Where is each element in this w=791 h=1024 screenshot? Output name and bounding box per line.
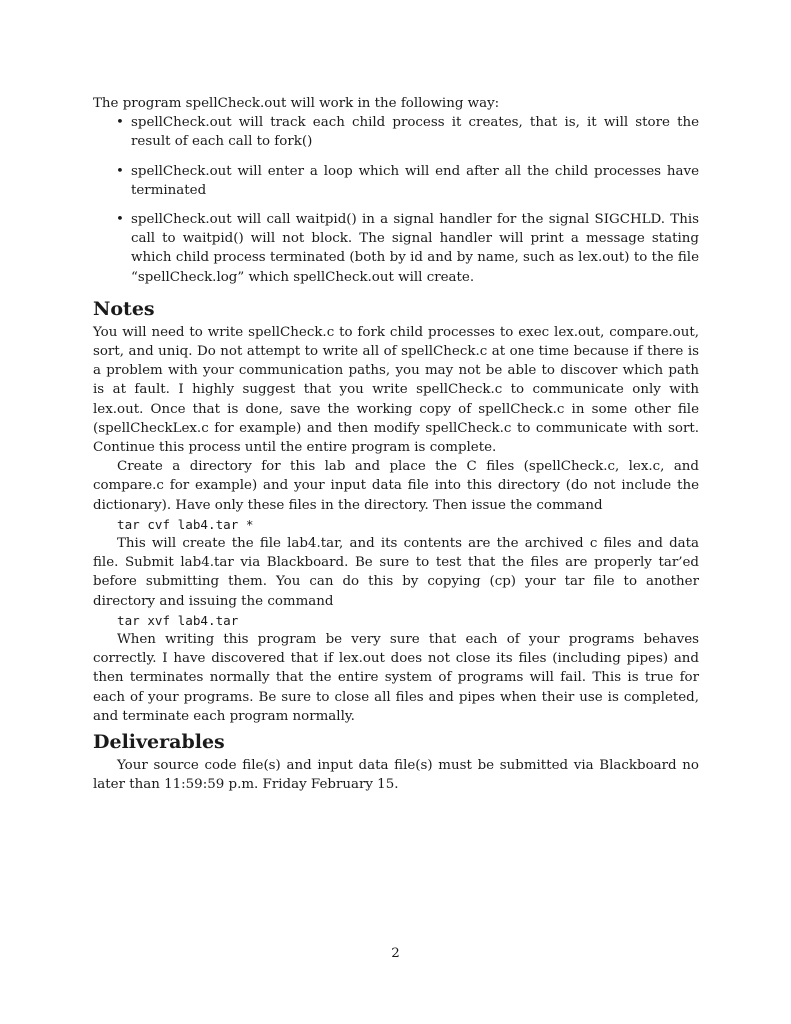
notes-heading: Notes bbox=[93, 297, 155, 320]
page-number: 2 bbox=[391, 946, 400, 961]
process-bullet-list bbox=[93, 113, 699, 287]
list-item bbox=[116, 210, 699, 287]
deliverables-heading: Deliverables bbox=[93, 731, 225, 754]
notes-paragraph-1: You will need to write spellCheck.c to fork child processes to exec lex.out, compare.out, sort, and uniq. Do not attempt to write all of spellCheck.c at one time because if there is a problem with your communication paths, you may not be able to discover which path is at fault. I highly suggest that you write spellCheck.c to communicate only with lex.out. Once that is done, save the working copy of spellCheck.c in some other file (spellCheckLex.c for example) and then modify spellCheck.c to communicate with sort. Continue this process until the entire program is complete. bbox=[93, 324, 699, 456]
list-item bbox=[116, 113, 699, 151]
notes-paragraph-4: When writing this program be very sure that each of your programs behaves correctly. I have discovered that if lex.out does not close its files (including pipes) and then terminates normally that the entire system of programs will fail. This is true for each of your programs. Be sure to close all files and pipes when their use is completed, and terminate each program normally. bbox=[93, 632, 699, 724]
notes-paragraph-3: This will create the file lab4.tar, and its contents are the archived c files and data file. Submit lab4.tar via Blackboard. Be sure to test that the files are properly tar’ed before submitting them. You can do this by copying (cp) your tar file to another directory and issuing the command bbox=[93, 536, 699, 609]
bullet-text: spellCheck.out will enter a loop which will end after all the child processes have terminated bbox=[131, 163, 699, 198]
bullet-icon: • bbox=[116, 212, 124, 228]
bullet-icon: • bbox=[116, 115, 124, 131]
document-page bbox=[93, 94, 699, 795]
bullet-text: spellCheck.out will call waitpid() in a signal handler for the signal SIGCHLD. This call to waitpid() will not block. The signal handler will print a message stating which child process terminated (both by id and by name, such as lex.out) to the file “spellCheck.log” which spellCheck.out will create. bbox=[131, 212, 699, 285]
notes-paragraph-2: Create a directory for this lab and place the C files (spellCheck.c, lex.c, and compare.c for example) and your input data file into this directory (do not include the dictionary). Have only these files in the directory. Then issue the command bbox=[93, 459, 699, 513]
deliverables-paragraph: Your source code file(s) and input data file(s) must be submitted via Blackboard no later than 11:59:59 p.m. Friday February 15. bbox=[93, 758, 699, 793]
bullet-icon: • bbox=[116, 163, 124, 179]
intro-paragraph: The program spellCheck.out will work in the following way: bbox=[93, 96, 500, 111]
tar-extract-command: tar xvf lab4.tar bbox=[117, 612, 239, 628]
list-item bbox=[116, 162, 699, 200]
tar-create-command: tar cvf lab4.tar * bbox=[117, 516, 254, 532]
bullet-text: spellCheck.out will track each child process it creates, that is, it will store the result of each call to fork() bbox=[131, 115, 699, 150]
